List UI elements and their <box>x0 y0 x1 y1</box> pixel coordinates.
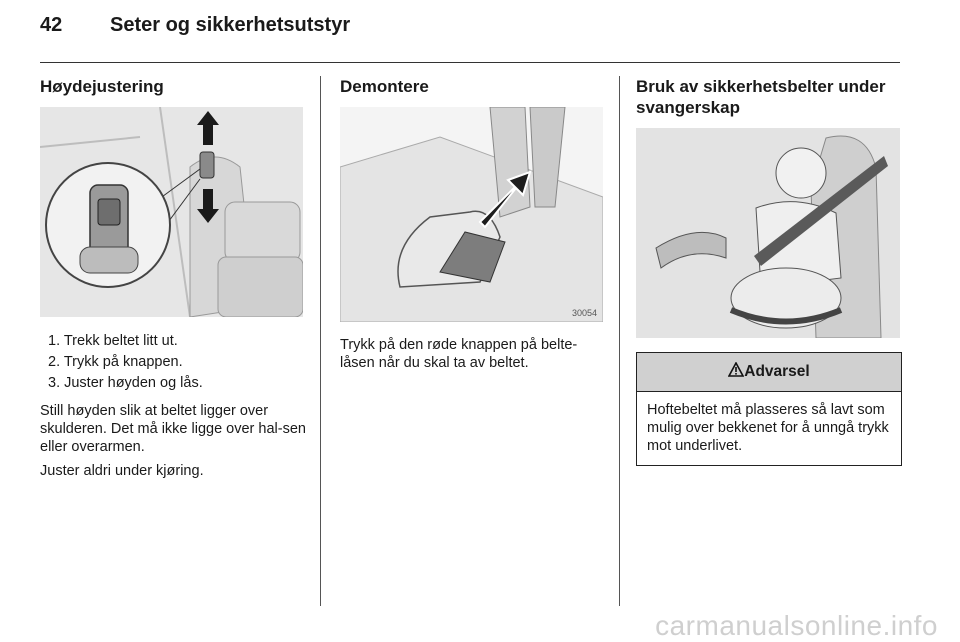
paragraph-warning-driving: Juster aldri under kjøring. <box>40 463 204 479</box>
list-item: 2. Trykk på knappen. <box>48 354 183 370</box>
steps-list <box>48 332 308 395</box>
section-heading-pregnancy: Bruk av sikkerhetsbelter under svangerskap <box>636 77 886 117</box>
warning-box <box>636 352 902 466</box>
column-divider-1 <box>320 76 321 606</box>
section-heading-remove: Demontere <box>340 77 429 96</box>
watermark: carmanualsonline.info <box>655 610 938 641</box>
list-item: 1. Trekk beltet litt ut. <box>48 333 178 349</box>
warning-text: Hoftebeltet må plasseres så lavt som mulig over bekkenet for å unngå trykk mot underlivet. <box>647 402 889 454</box>
warning-triangle-icon <box>728 362 744 377</box>
list-item: 3. Juster høyden og lås. <box>48 375 203 391</box>
page-header <box>40 14 350 37</box>
page-number: 42 <box>40 14 63 36</box>
paragraph-adjust: Still høyden slik at beltet ligger over skulderen. Det må ikke ligge over hal-sen eller overarmen. <box>40 403 306 455</box>
warning-title: Advarsel <box>744 363 810 380</box>
figure-buckle-release <box>340 107 603 322</box>
figure-height-adjustment <box>40 107 303 317</box>
warning-header <box>637 353 901 392</box>
paragraph-release: Trykk på den røde knappen på belte-låsen når du skal ta av beltet. <box>340 337 578 371</box>
figure-code: 30054 <box>571 308 597 318</box>
header-rule <box>40 62 900 63</box>
page-title: Seter og sikkerhetsutstyr <box>110 14 351 36</box>
section-heading-height-adjust: Høydejustering <box>40 77 164 96</box>
column-divider-2 <box>619 76 620 606</box>
figure-pregnant-seatbelt <box>636 128 900 338</box>
